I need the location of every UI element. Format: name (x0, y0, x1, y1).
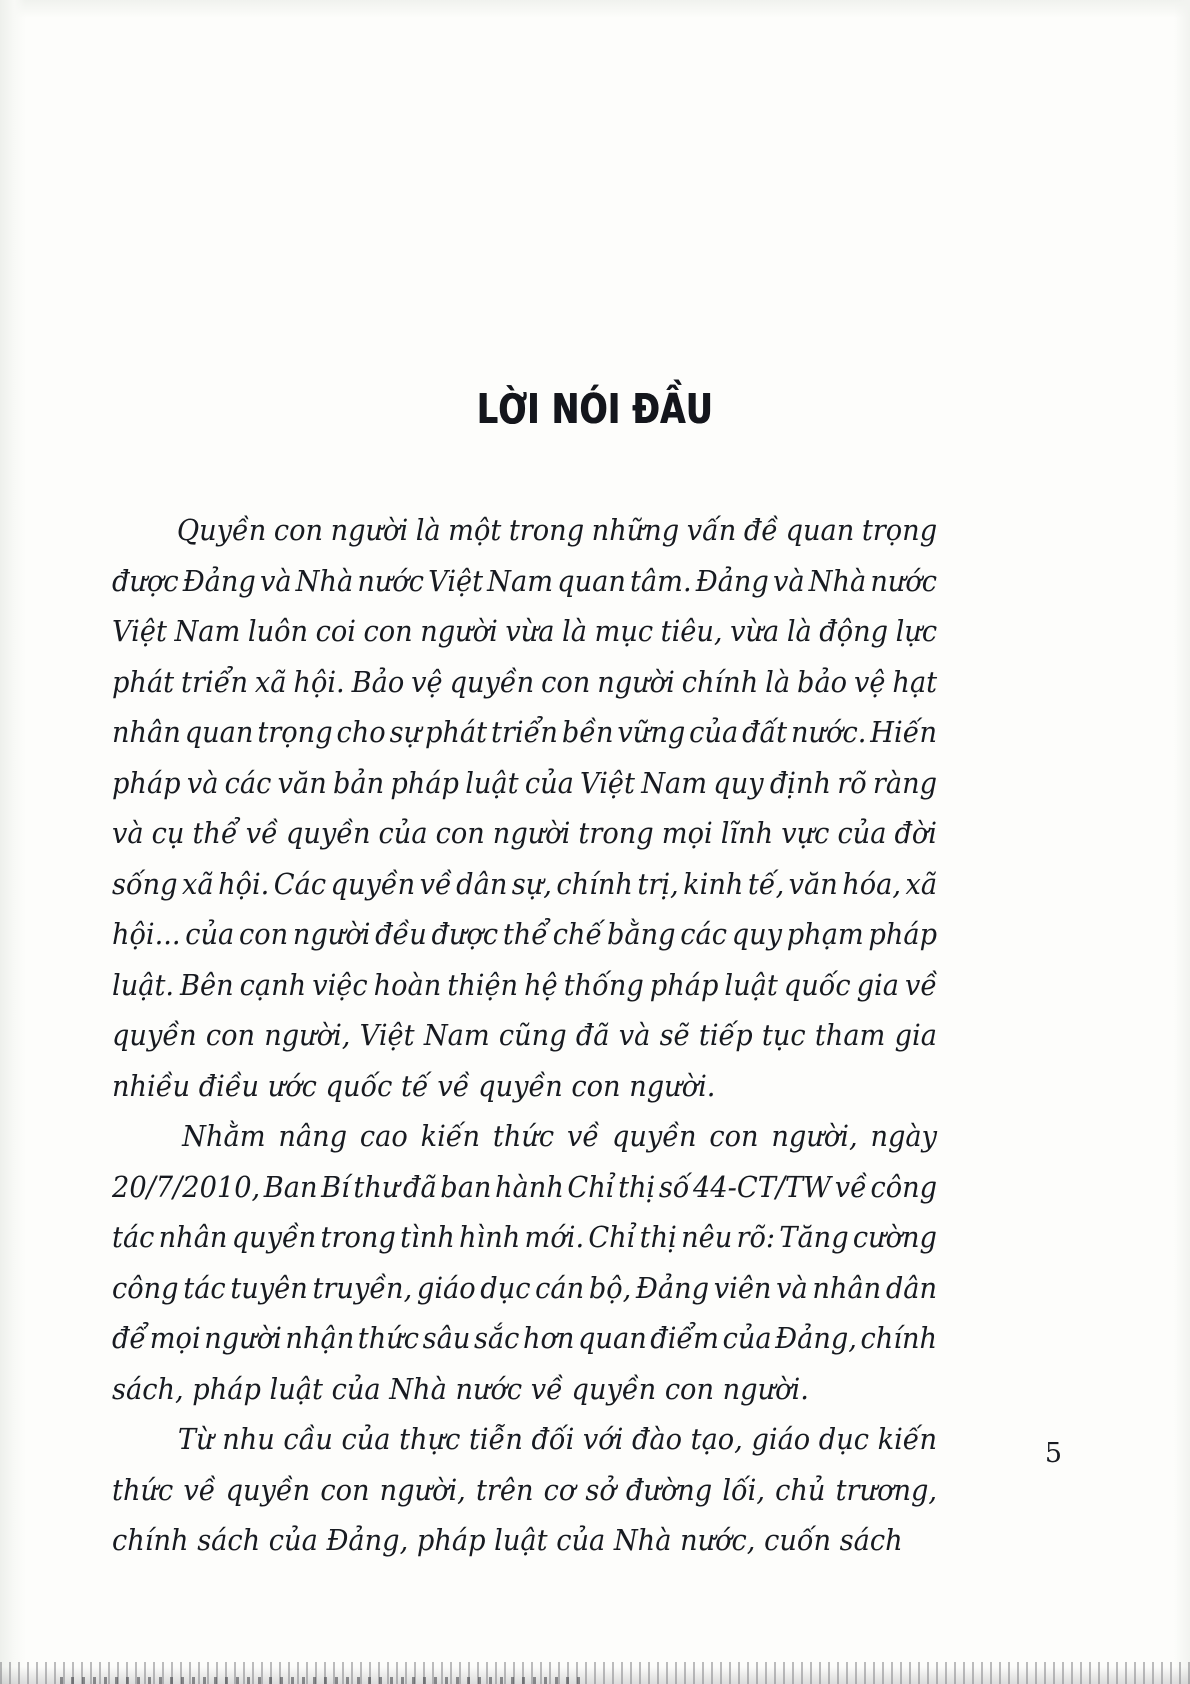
word: nêu (681, 1221, 733, 1254)
word: đất (742, 716, 788, 749)
word: Nhằm (182, 1120, 266, 1153)
word: con (541, 665, 591, 699)
word: sắc (473, 1322, 520, 1355)
word: kinh (683, 867, 744, 901)
word: chủ (775, 1473, 826, 1507)
word: tạo, (690, 1423, 743, 1456)
word: định (769, 766, 832, 800)
word: và (772, 564, 805, 598)
word: mọi (661, 817, 713, 850)
word: quyền (330, 867, 416, 901)
paragraph-2 (112, 1112, 937, 1415)
word: trương, (835, 1473, 938, 1507)
word: Đảng, (775, 1322, 857, 1355)
word: Nam (423, 1019, 490, 1052)
word: chính (556, 867, 633, 901)
word: Hiến (870, 716, 937, 749)
word: tục (761, 1019, 806, 1052)
word: trong (508, 514, 585, 547)
word: trọng (257, 716, 333, 749)
word: người, (379, 1473, 466, 1507)
word: là (415, 514, 441, 547)
word: Nam (487, 564, 554, 598)
word: vừa (505, 615, 555, 648)
word: người, (771, 1120, 858, 1153)
word: dân (456, 867, 508, 901)
word: con (363, 615, 413, 648)
word: thị (639, 1221, 677, 1254)
word: động (819, 615, 889, 648)
word: con (238, 918, 289, 951)
word: người (292, 918, 371, 951)
word: quan (578, 1322, 647, 1355)
word: đường (625, 1473, 713, 1507)
word: về (183, 1473, 216, 1507)
word: bền (561, 716, 614, 749)
word: được (112, 564, 179, 598)
word: Nam (641, 766, 708, 800)
word: hạt (892, 665, 938, 699)
text-line (112, 910, 937, 961)
word: triển (181, 665, 248, 699)
word: Việt (359, 1019, 415, 1052)
word: tế, (747, 867, 785, 901)
word: người (330, 514, 409, 547)
word: và (186, 766, 219, 800)
word: trọng (861, 514, 938, 547)
word: người (420, 615, 498, 648)
word: là (786, 615, 812, 648)
word: nhân (112, 716, 181, 749)
word: để (112, 1322, 147, 1355)
text-line (112, 860, 937, 911)
word: vực (781, 817, 830, 850)
word: tình (400, 1221, 455, 1254)
word: tiêu, (660, 615, 723, 648)
word: cạnh (239, 968, 307, 1002)
text-line (112, 557, 937, 608)
word: nước. (791, 716, 867, 749)
word: tác (112, 1221, 155, 1254)
word: xã (254, 665, 287, 699)
text-line: chính sách của Đảng, pháp luật của Nhà nước, cuốn sách (112, 1524, 903, 1557)
word: quyền (231, 1221, 317, 1254)
word: nhân (812, 1271, 882, 1305)
paragraph-indent (112, 506, 169, 557)
word: bộ, (588, 1271, 632, 1305)
word: là (765, 665, 791, 699)
word: đã (575, 1019, 610, 1052)
word: nước (357, 564, 425, 598)
word: mới. (524, 1221, 585, 1254)
word: các (680, 918, 728, 951)
word: vệ (854, 665, 886, 699)
text-line: nhiều điều ước quốc tế về quyền con người. (112, 1069, 716, 1103)
word: quyền (449, 665, 535, 699)
word: bằng (606, 918, 676, 951)
word: xã (182, 867, 214, 901)
word: việc (312, 968, 368, 1002)
word: công (870, 1170, 938, 1204)
text-line (112, 1011, 937, 1062)
word: chính (860, 1322, 938, 1355)
word: xã (905, 867, 938, 901)
word: thức (357, 1322, 420, 1355)
word: về (419, 867, 452, 901)
word: sâu (422, 1322, 471, 1355)
word: Bí (321, 1170, 350, 1204)
word: cao (359, 1120, 408, 1153)
word: Đảng (635, 1271, 710, 1305)
word: thư (353, 1170, 400, 1204)
text-line (112, 708, 937, 759)
word: quy (731, 918, 783, 951)
word: là (562, 615, 587, 648)
word: số (658, 1170, 690, 1204)
word: nhu (222, 1423, 275, 1456)
word: về (566, 1120, 600, 1153)
word: Quyền (176, 514, 267, 547)
word: của (722, 1322, 772, 1355)
word: Nhà (808, 564, 867, 598)
word: phát (424, 716, 488, 749)
word: luật (465, 766, 519, 800)
word: con (320, 1473, 370, 1507)
word: Việt (580, 766, 635, 800)
word: quan (184, 716, 254, 749)
word: nước (870, 564, 938, 598)
word: coi (315, 615, 356, 648)
word: thiện (447, 968, 519, 1002)
word: mục (594, 615, 654, 648)
word: Chỉ (567, 1170, 615, 1204)
word: Ban (263, 1170, 318, 1204)
word: ràng (872, 766, 938, 800)
paragraph-1 (112, 506, 937, 1112)
page-title: LỜI NÓI ĐẦU (476, 385, 714, 434)
text-line: sách, pháp luật của Nhà nước về quyền con người. (112, 1372, 809, 1406)
word: gia (856, 968, 899, 1002)
word: rõ: (736, 1221, 776, 1254)
word: người (492, 817, 571, 850)
word: con (205, 1019, 255, 1052)
word: quyền (225, 1473, 311, 1507)
word: con (435, 817, 485, 850)
word: quyền (112, 1019, 197, 1052)
word: vừa (730, 615, 780, 648)
word: người (597, 665, 675, 699)
text-line (112, 961, 937, 1012)
word: sẽ (659, 1019, 690, 1052)
word: trị, (637, 867, 679, 901)
word: của (378, 817, 428, 850)
word: điểm (650, 1322, 719, 1355)
word: đối (531, 1423, 575, 1456)
word: cho (336, 716, 386, 749)
text-line (112, 1112, 937, 1163)
word: tâm. (629, 564, 692, 598)
word: các (224, 766, 272, 800)
word: pháp (649, 968, 719, 1002)
word: và (112, 817, 144, 850)
word: pháp (112, 766, 181, 800)
word: của (689, 716, 739, 749)
word: phạm (786, 918, 864, 951)
word: đào (631, 1423, 683, 1456)
word: Nam (174, 615, 241, 648)
word: hơn (522, 1322, 575, 1355)
word: của (341, 1423, 391, 1456)
word: cũng (498, 1019, 567, 1052)
word: với (582, 1423, 624, 1456)
word: quốc (783, 968, 851, 1002)
word: pháp (390, 766, 459, 800)
word: và (776, 1271, 808, 1305)
word: Các (273, 867, 327, 901)
page-number: 5 (1044, 1438, 1062, 1469)
word: và (618, 1019, 651, 1052)
word: Nhà (295, 564, 354, 598)
word: bản (332, 766, 385, 800)
word: Chỉ (588, 1221, 636, 1254)
word: Bảo (351, 665, 405, 699)
word: được (431, 918, 499, 951)
text-line (112, 658, 937, 709)
word: dục (818, 1423, 870, 1456)
word: quan (785, 514, 855, 547)
word: lực (895, 615, 938, 648)
word: về (904, 968, 938, 1002)
text-line (112, 809, 937, 860)
word: kiến (877, 1423, 938, 1456)
text-line (112, 506, 937, 557)
word: luật. (112, 968, 175, 1002)
word: hệ (524, 968, 558, 1002)
text-line (112, 759, 937, 810)
word: nhận (285, 1322, 355, 1355)
word: vấn (686, 514, 737, 547)
word: con (709, 1120, 759, 1153)
word: tiễn (468, 1423, 523, 1456)
word: thức (112, 1473, 174, 1507)
word: pháp (868, 918, 938, 951)
text-line (112, 607, 937, 658)
word: hành (495, 1170, 564, 1204)
word: hội. (218, 867, 270, 901)
word: sống (112, 867, 178, 901)
word: Đảng (182, 564, 256, 598)
body-text-block (112, 506, 976, 1567)
word: rõ (837, 766, 867, 800)
word: người (204, 1322, 282, 1355)
word: hình (459, 1221, 521, 1254)
word: trong (320, 1221, 396, 1254)
word: văn (788, 867, 838, 901)
word: vững (617, 716, 686, 749)
word: cường (852, 1221, 937, 1254)
word: mọi (149, 1322, 201, 1355)
word: và (259, 564, 292, 598)
word: hóa, (842, 867, 902, 901)
word: cán (535, 1271, 585, 1305)
word: chế (552, 918, 603, 951)
word: Từ (177, 1423, 214, 1456)
word: những (591, 514, 680, 547)
word: triển (490, 716, 558, 749)
word: đều (375, 918, 427, 951)
word: dục (480, 1271, 531, 1305)
word: thức (492, 1120, 555, 1153)
word: kiến (420, 1120, 481, 1153)
word: thực (399, 1423, 461, 1456)
word: gia (894, 1019, 937, 1052)
word: hội. (293, 665, 345, 699)
word: người, (264, 1019, 351, 1052)
text-line (112, 1314, 937, 1365)
word: ngày (870, 1120, 938, 1153)
word: luôn (247, 615, 309, 648)
word: hội... (112, 918, 181, 951)
word: trên (475, 1473, 534, 1507)
word: nhân (158, 1221, 228, 1254)
word: trong (578, 817, 654, 850)
word: quan (557, 564, 626, 598)
text-line (112, 1213, 937, 1264)
word: con (273, 514, 324, 547)
word: lối, (722, 1473, 766, 1507)
word: thị (618, 1170, 656, 1204)
word: Tăng (779, 1221, 849, 1254)
word: quyền (285, 817, 371, 850)
text-line (112, 1163, 937, 1214)
word: Việt (112, 615, 167, 648)
word: vệ (411, 665, 443, 699)
word: cơ (543, 1473, 576, 1507)
word: tuyên (230, 1271, 308, 1305)
text-line (112, 1264, 937, 1315)
word: của (524, 766, 574, 800)
word: về (834, 1170, 867, 1204)
word: thống (563, 968, 644, 1002)
text-line (112, 1466, 937, 1517)
word: đề (743, 514, 779, 547)
word: chính (681, 665, 759, 699)
word: viên (713, 1271, 772, 1305)
word: cầu (283, 1423, 333, 1456)
word: về (245, 817, 278, 850)
word: Đảng (695, 564, 769, 598)
word: văn (277, 766, 327, 800)
word: đời (894, 817, 938, 850)
word: tham (814, 1019, 886, 1052)
word: của (185, 918, 235, 951)
word: truyền, (312, 1271, 413, 1305)
word: sở (585, 1473, 616, 1507)
word: công (112, 1271, 179, 1305)
word: lĩnh (720, 817, 774, 850)
word: 44-CT/TW (693, 1170, 832, 1204)
paragraph-indent (112, 1112, 169, 1163)
word: một (448, 514, 502, 547)
word: dân (885, 1271, 938, 1305)
word: đã (403, 1170, 437, 1204)
word: sự, (511, 867, 552, 901)
word: sự (389, 716, 422, 749)
word: phát (112, 665, 175, 699)
word: tác (183, 1271, 226, 1305)
word: bảo (797, 665, 848, 699)
word: luật (724, 968, 778, 1002)
word: của (837, 817, 887, 850)
word: tiếp (698, 1019, 753, 1052)
word: 20/7/2010, (112, 1170, 261, 1204)
word: hoàn (373, 968, 442, 1002)
word: quy (713, 766, 764, 800)
word: nâng (278, 1120, 348, 1153)
word: giáo (416, 1271, 476, 1305)
word: Bên (180, 968, 234, 1002)
word: thể (192, 817, 238, 850)
word: giáo (751, 1423, 811, 1456)
word: cụ (151, 817, 185, 850)
word: Việt (428, 564, 484, 598)
word: thể (502, 918, 549, 951)
word: ban (440, 1170, 492, 1204)
word: quyền (611, 1120, 697, 1153)
